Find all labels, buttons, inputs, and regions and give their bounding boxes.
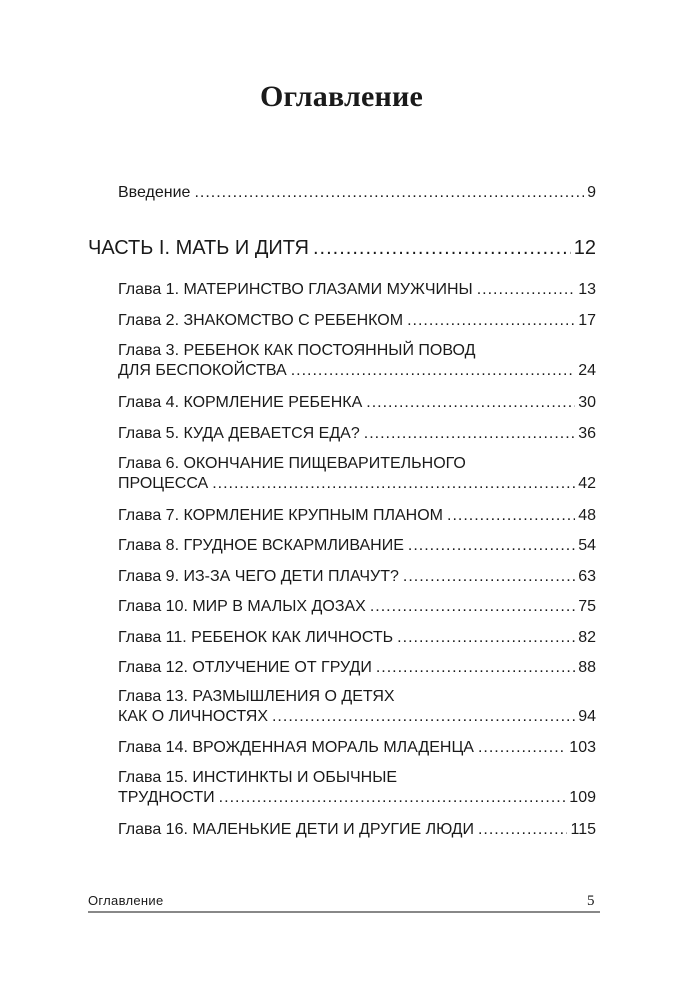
toc-entry-title: Введение bbox=[118, 184, 191, 201]
toc-entry-title: Глава 7. КОРМЛЕНИЕ КРУПНЫМ ПЛАНОМ bbox=[118, 507, 443, 524]
toc-page-number: 36 bbox=[578, 425, 596, 442]
dot-leader bbox=[407, 311, 575, 331]
toc-chapter-entry[interactable] bbox=[118, 393, 596, 413]
toc-entry-title: Глава 3. РЕБЕНОК КАК ПОСТОЯННЫЙ ПОВОД bbox=[118, 342, 476, 359]
toc-entry-title: Глава 14. ВРОЖДЕННАЯ МОРАЛЬ МЛАДЕНЦА bbox=[118, 739, 474, 756]
dot-leader bbox=[366, 393, 575, 413]
page-title: Оглавление bbox=[259, 80, 424, 113]
toc-entry-line bbox=[118, 707, 596, 727]
dot-leader bbox=[272, 707, 575, 727]
toc-page-number: 9 bbox=[587, 184, 596, 201]
toc-chapter-entry[interactable] bbox=[118, 658, 596, 678]
toc-entry-line bbox=[118, 788, 596, 808]
dot-leader bbox=[376, 658, 575, 678]
toc-chapter-entry[interactable] bbox=[118, 820, 596, 840]
toc-entry-line bbox=[118, 658, 596, 678]
toc-entry-title: Глава 12. ОТЛУЧЕНИЕ ОТ ГРУДИ bbox=[118, 659, 372, 676]
dot-leader bbox=[219, 788, 567, 808]
dot-leader bbox=[478, 820, 568, 840]
toc-chapter-entry[interactable] bbox=[118, 424, 596, 444]
toc-entry-title: ПРОЦЕССА bbox=[118, 475, 209, 492]
toc-chapter-entry[interactable] bbox=[118, 341, 596, 381]
toc-entry-title: Глава 11. РЕБЕНОК КАК ЛИЧНОСТЬ bbox=[118, 629, 394, 646]
toc-entry-line bbox=[118, 361, 596, 381]
toc-chapter-entry[interactable] bbox=[118, 506, 596, 526]
footer-divider bbox=[88, 911, 600, 913]
toc-entry-line bbox=[118, 506, 596, 526]
toc-entry-title: ТРУДНОСТИ bbox=[118, 789, 215, 806]
toc-page-number: 48 bbox=[578, 507, 596, 524]
toc-page-number: 82 bbox=[578, 629, 596, 646]
dot-leader bbox=[403, 567, 575, 587]
dot-leader bbox=[370, 597, 575, 617]
toc-chapter-entry[interactable] bbox=[118, 628, 596, 648]
toc-page-number: 109 bbox=[569, 789, 596, 806]
toc-page-number: 75 bbox=[578, 598, 596, 615]
toc-page-number: 13 bbox=[578, 281, 596, 298]
dot-leader bbox=[447, 506, 575, 526]
dot-leader bbox=[291, 361, 576, 381]
toc-entry-line bbox=[118, 820, 596, 840]
toc-entry-title: Глава 15. ИНСТИНКТЫ И ОБЫЧНЫЕ bbox=[118, 769, 398, 786]
toc-entry-line bbox=[118, 536, 596, 556]
toc-entry-line bbox=[118, 567, 596, 587]
toc-chapter-entry[interactable] bbox=[118, 536, 596, 556]
toc-entry-title: Глава 8. ГРУДНОЕ ВСКАРМЛИВАНИЕ bbox=[118, 537, 404, 554]
toc-entry-line bbox=[118, 597, 596, 617]
toc-page-number: 42 bbox=[578, 475, 596, 492]
toc-page-number: 54 bbox=[578, 537, 596, 554]
toc-entry-title: Глава 9. ИЗ-ЗА ЧЕГО ДЕТИ ПЛАЧУТ? bbox=[118, 568, 399, 585]
toc-chapter-entry[interactable] bbox=[118, 768, 596, 808]
dot-leader bbox=[212, 474, 575, 494]
toc-page-number: 103 bbox=[569, 739, 596, 756]
toc-page-number: 94 bbox=[578, 708, 596, 725]
toc-entry-title: Глава 10. МИР В МАЛЫХ ДОЗАХ bbox=[118, 598, 366, 615]
toc-chapter-entry[interactable] bbox=[118, 567, 596, 587]
toc-page-number: 17 bbox=[578, 312, 596, 329]
toc-entry-line bbox=[88, 236, 596, 260]
toc-entry-title: Глава 5. КУДА ДЕВАЕТСЯ ЕДА? bbox=[118, 425, 360, 442]
toc-chapter-entry[interactable] bbox=[118, 280, 596, 300]
toc-entry-line bbox=[118, 311, 596, 331]
toc-chapter-entry[interactable] bbox=[118, 738, 596, 758]
toc-entry-title: Глава 1. МАТЕРИНСТВО ГЛАЗАМИ МУЖЧИНЫ bbox=[118, 281, 473, 298]
toc-entry-intro[interactable] bbox=[118, 183, 596, 203]
toc-page-number: 24 bbox=[578, 362, 596, 379]
toc-part-title: ЧАСТЬ I. МАТЬ И ДИТЯ bbox=[88, 237, 309, 259]
toc-entry-title: ДЛЯ БЕСПОКОЙСТВА bbox=[118, 362, 287, 379]
toc-entry-line bbox=[118, 393, 596, 413]
page-number: 5 bbox=[587, 893, 595, 909]
toc-page-number: 30 bbox=[578, 394, 596, 411]
toc-entry-title: Глава 4. КОРМЛЕНИЕ РЕБЕНКА bbox=[118, 394, 363, 411]
toc-page-number: 115 bbox=[570, 821, 596, 838]
toc-entry-title: Глава 6. ОКОНЧАНИЕ ПИЩЕВАРИТЕЛЬНОГО bbox=[118, 455, 466, 472]
toc-entry-line bbox=[118, 183, 596, 203]
toc-page-number: 88 bbox=[578, 659, 596, 676]
toc-entry-title: Глава 2. ЗНАКОМСТВО С РЕБЕНКОМ bbox=[118, 312, 404, 329]
toc-entry-title: Глава 16. МАЛЕНЬКИЕ ДЕТИ И ДРУГИЕ ЛЮДИ bbox=[118, 821, 474, 838]
dot-leader bbox=[397, 628, 575, 648]
toc-chapter-entry[interactable] bbox=[118, 687, 596, 727]
toc-entry-line bbox=[118, 738, 596, 758]
toc-entry-title: КАК О ЛИЧНОСТЯХ bbox=[118, 708, 268, 725]
dot-leader bbox=[364, 424, 575, 444]
toc-entry-part[interactable] bbox=[88, 236, 596, 260]
toc-entry-line bbox=[118, 628, 596, 648]
toc-entry-title: Глава 13. РАЗМЫШЛЕНИЯ О ДЕТЯХ bbox=[118, 688, 395, 705]
running-footer-title: Оглавление bbox=[88, 893, 164, 908]
toc-entry-line bbox=[118, 280, 596, 300]
toc-chapter-entry[interactable] bbox=[118, 311, 596, 331]
toc-chapter-entry[interactable] bbox=[118, 597, 596, 617]
toc-page-number: 63 bbox=[578, 568, 596, 585]
dot-leader bbox=[477, 280, 575, 300]
toc-entry-line bbox=[118, 474, 596, 494]
dot-leader bbox=[478, 738, 566, 758]
dot-leader bbox=[313, 236, 571, 260]
toc-entry-line bbox=[118, 424, 596, 444]
dot-leader bbox=[408, 536, 575, 556]
toc-page-number: 12 bbox=[573, 237, 596, 259]
dot-leader bbox=[194, 183, 584, 203]
toc-chapter-entry[interactable] bbox=[118, 454, 596, 494]
